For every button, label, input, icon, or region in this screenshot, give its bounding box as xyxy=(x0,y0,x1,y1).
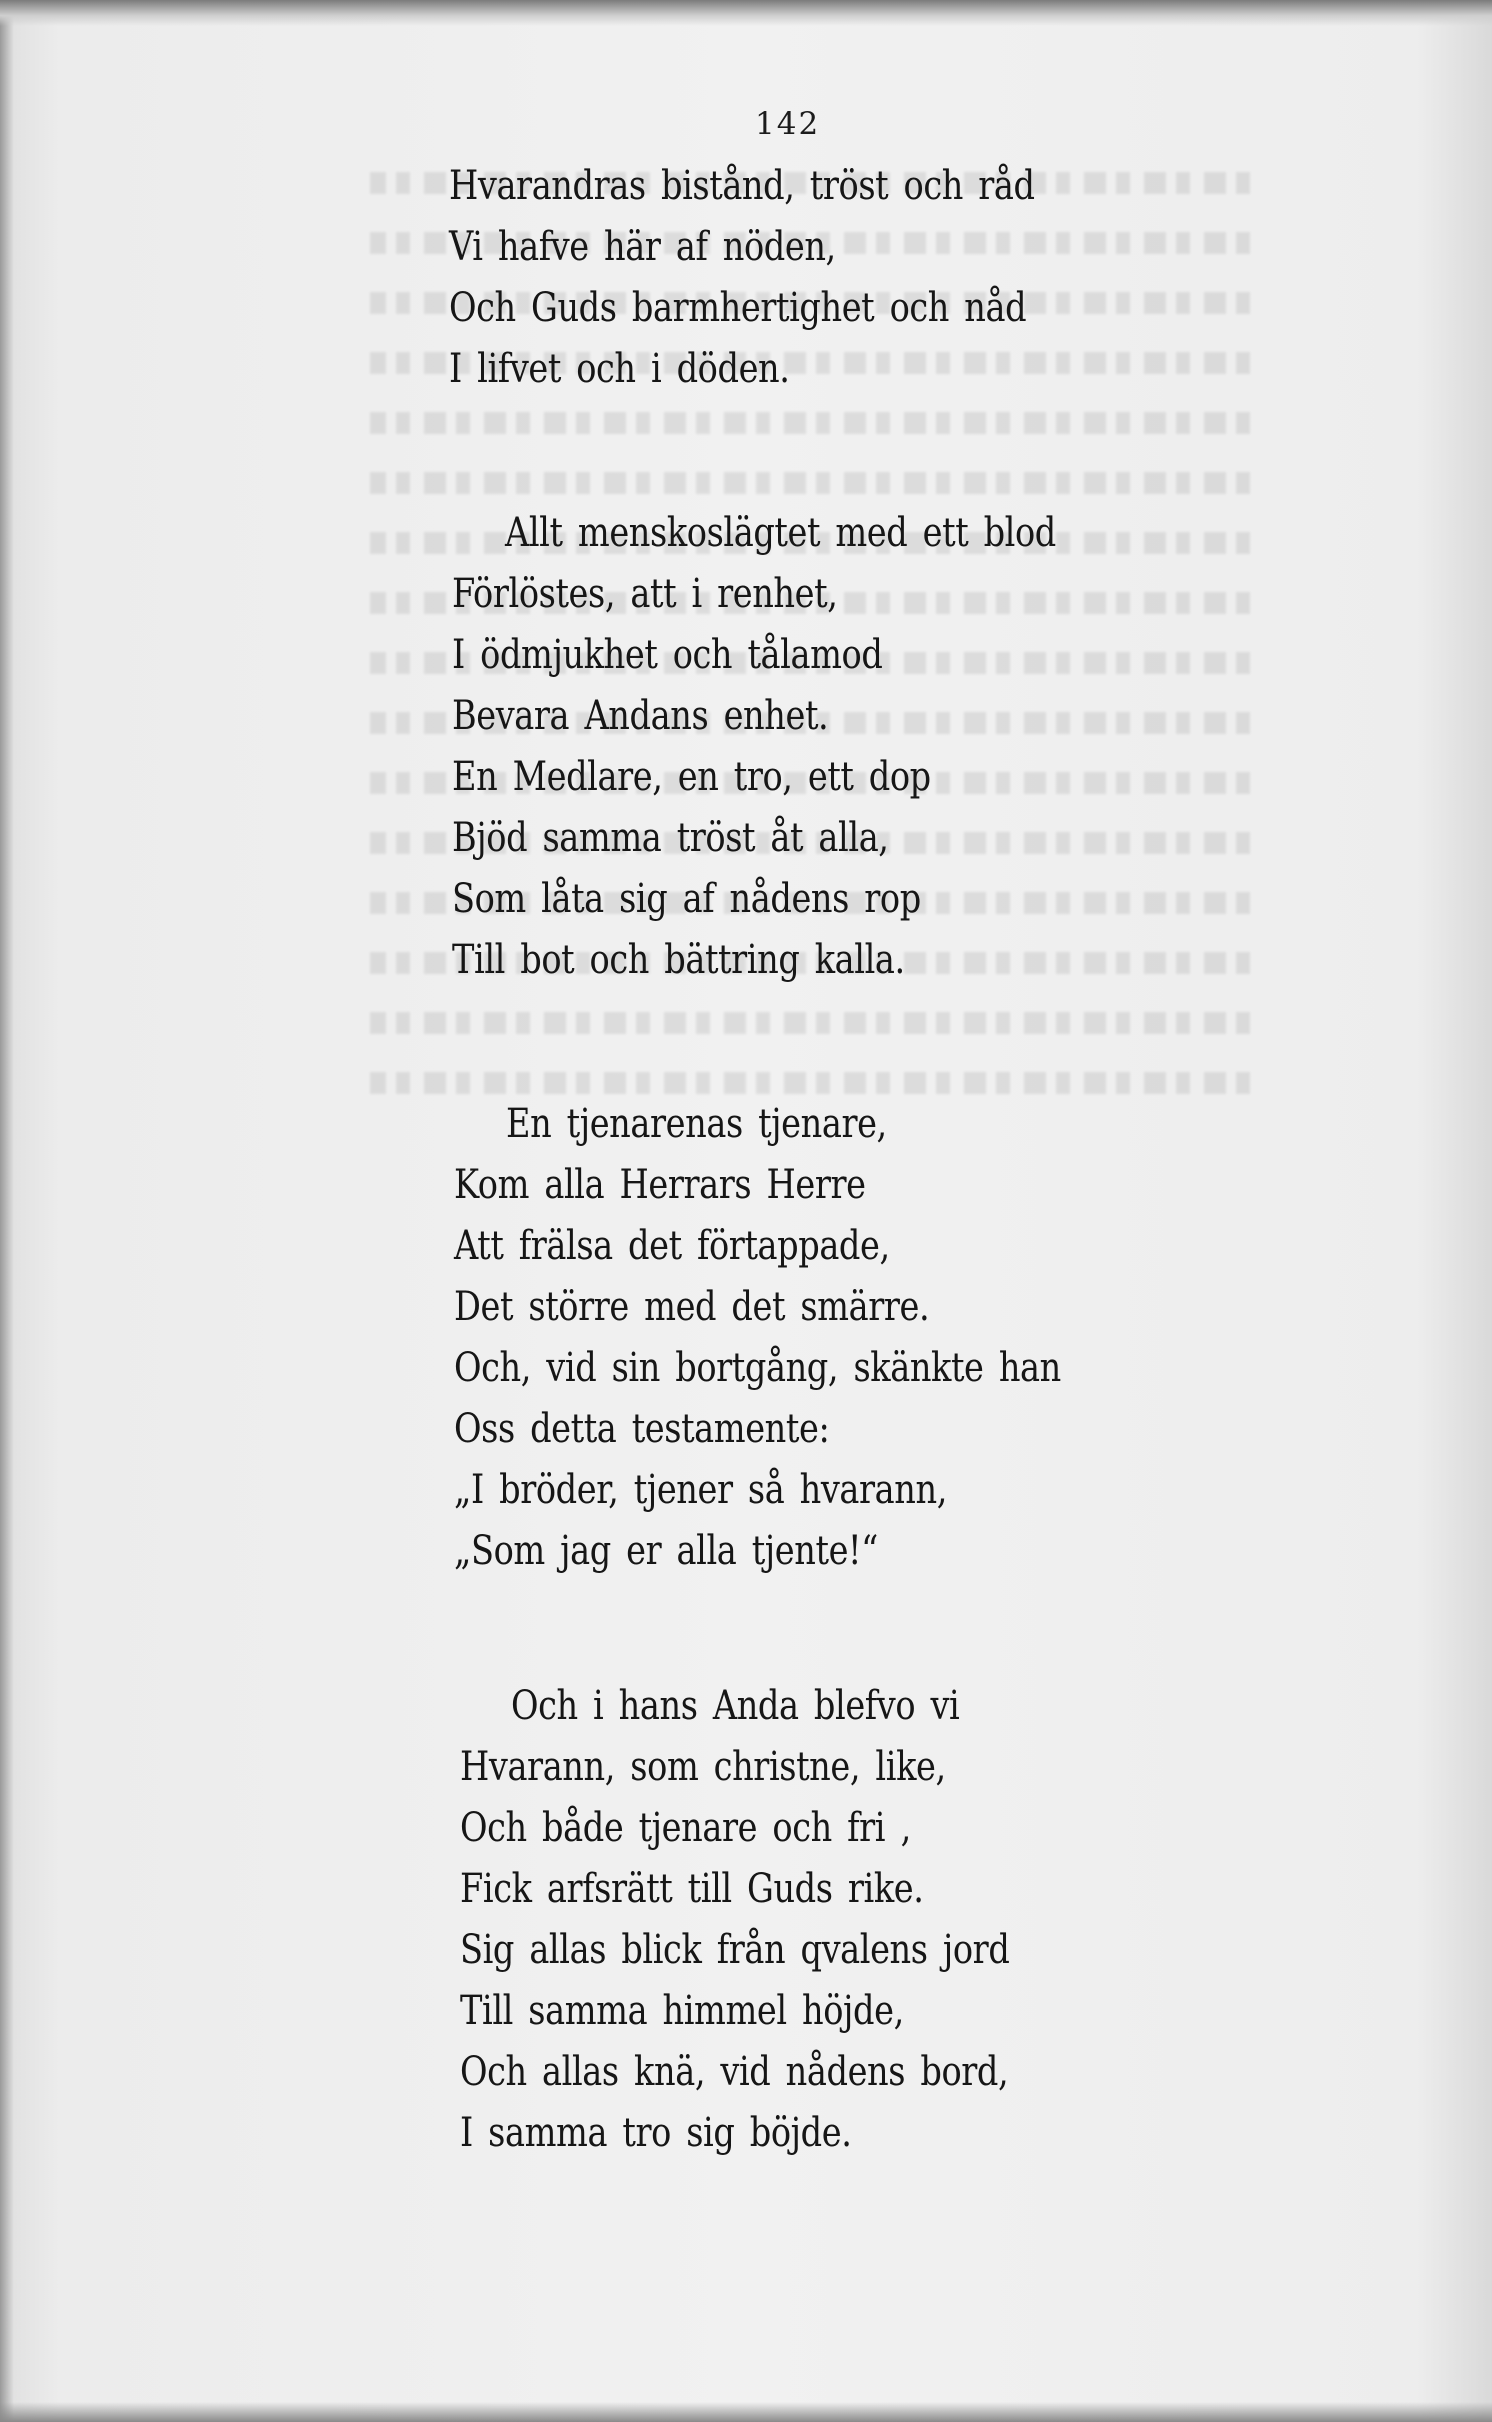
poem-line: Och, vid sin bortgång, skänkte han xyxy=(454,1345,1061,1391)
poem-line: Bevara Andans enhet. xyxy=(452,693,829,739)
poem-line: Som låta sig af nådens rop xyxy=(452,876,921,922)
poem-line: Och både tjenare och fri ‚ xyxy=(460,1805,911,1851)
poem-line: I ödmjukhet och tålamod xyxy=(452,632,883,678)
poem-line: I samma tro sig böjde. xyxy=(460,2110,852,2156)
poem-line: Oss detta testamente: xyxy=(454,1406,830,1452)
poem-line: Hvarandras bistånd, tröst och råd xyxy=(449,163,1035,209)
poem-line: „I bröder, tjener så hvarann, xyxy=(454,1467,948,1513)
poem-line: En Medlare, en tro, ett dop xyxy=(452,754,931,800)
poem-line: Förlöstes, att i renhet, xyxy=(452,571,838,617)
poem-line: Det större med det smärre. xyxy=(454,1284,930,1330)
poem-line: Och allas knä, vid nådens bord, xyxy=(460,2049,1009,2095)
poem-line: Och i hans Anda blefvo vi xyxy=(511,1683,960,1729)
poem-line: Och Guds barmhertighet och nåd xyxy=(449,285,1027,331)
poem-line: En tjenarenas tjenare, xyxy=(506,1101,887,1147)
poem-line: „Som jag er alla tjente!“ xyxy=(454,1528,878,1574)
poem-line: Till bot och bättring kalla. xyxy=(452,937,905,983)
poem-line: I lifvet och i döden. xyxy=(449,346,790,392)
poem-line: Vi hafve här af nöden, xyxy=(449,224,836,270)
poem-line: Allt menskoslägtet med ett blod xyxy=(505,510,1056,556)
poem-line: Bjöd samma tröst åt alla, xyxy=(452,815,889,861)
poem-line: Till samma himmel höjde, xyxy=(460,1988,904,2034)
poem-line: Hvarann, som christne, like, xyxy=(460,1744,946,1790)
poem-line: Att frälsa det förtappade, xyxy=(454,1223,890,1269)
poem-line: Fick arfsrätt till Guds rike. xyxy=(460,1866,924,1912)
page-number: 142 xyxy=(755,106,821,142)
poem-line: Kom alla Herrars Herre xyxy=(454,1162,866,1208)
poem-line: Sig allas blick från qvalens jord xyxy=(460,1927,1010,1973)
